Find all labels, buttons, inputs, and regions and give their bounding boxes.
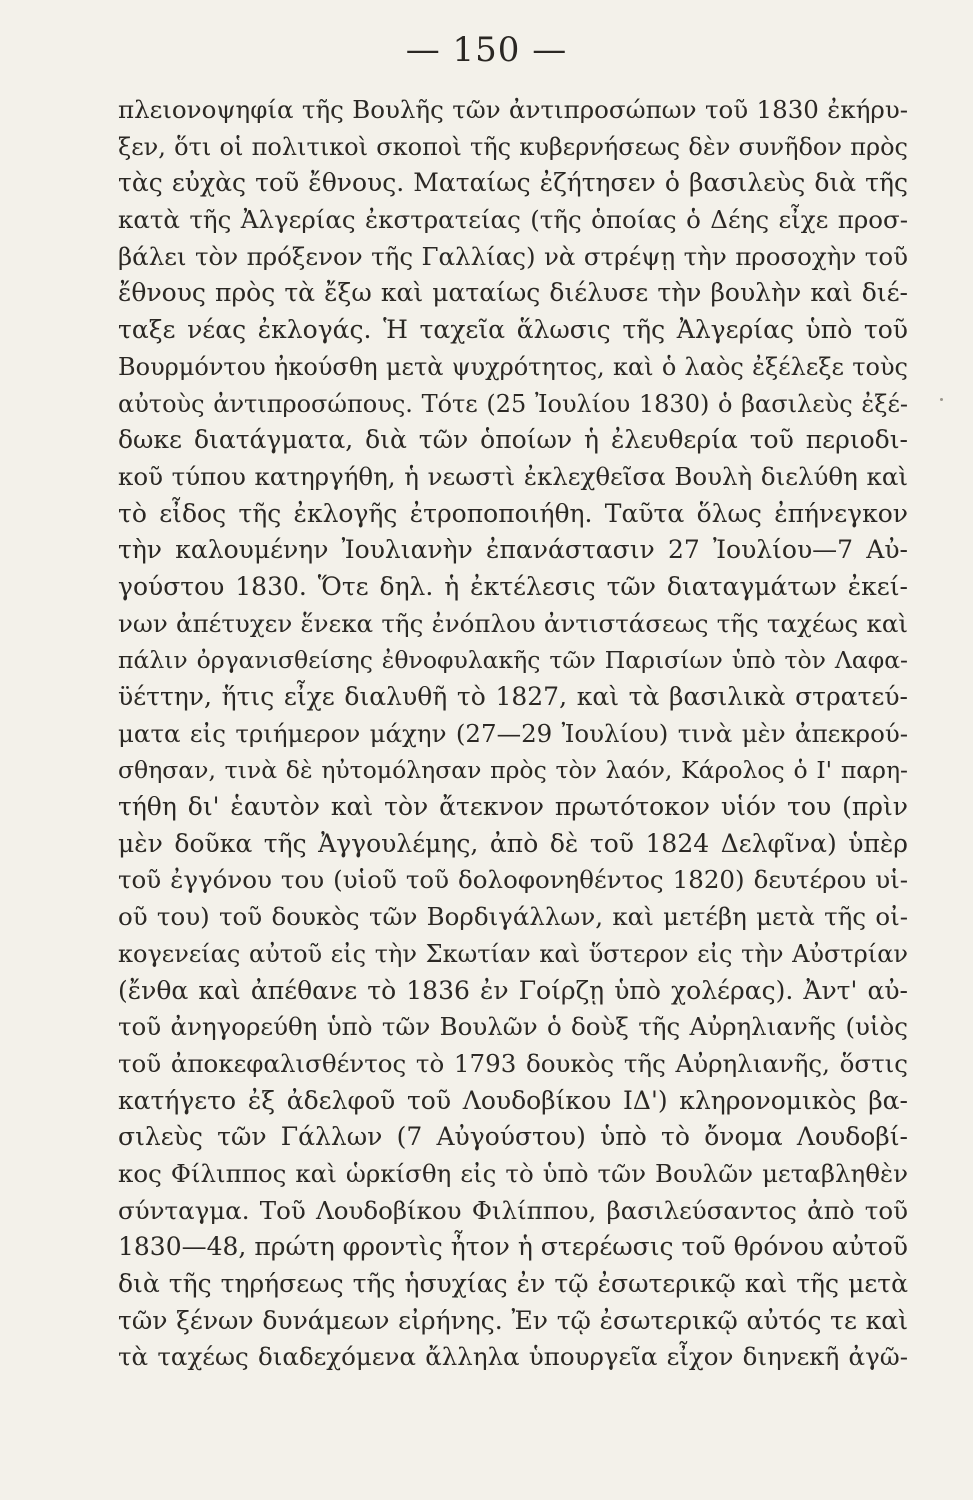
text-line: Βουρμόντου ἠκούσθη μετὰ ψυχρότητος, καὶ ὁ λαὸς ἐξέλεξε τοὺς xyxy=(118,352,908,381)
text-line: δωκε διατάγματα, διὰ τῶν ὁποίων ἡ ἐλευθερία τοῦ περιοδι- xyxy=(118,425,908,455)
text-line: διὰ τῆς τηρήσεως τῆς ἡσυχίας ἐν τῷ ἐσωτερικῷ καὶ τῆς μετὰ xyxy=(118,1269,908,1298)
text-line: οῦ του) τοῦ δουκὸς τῶν Βορδιγάλλων, καὶ μετέβη μετὰ τῆς οἰ- xyxy=(118,902,908,932)
text-line: τὰς εὐχὰς τοῦ ἔθνους. Ματαίως ἐζήτησεν ὁ βασιλεὺς διὰ τῆς xyxy=(118,168,908,198)
text-line: γούστου 1830. Ὅτε δηλ. ἡ ἐκτέλεσις τῶν διαταγμάτων ἐκεί- xyxy=(118,571,908,601)
text-line: τοῦ ἐγγόνου του (υἱοῦ τοῦ δολοφονηθέντος 1820) δευτέρου υἱ- xyxy=(118,865,908,895)
text-line: πλειονοψηφία τῆς Βουλῆς τῶν ἀντιπροσώπων τοῦ 1830 ἐκήρυ- xyxy=(118,95,908,124)
text-line: τοῦ ἀποκεφαλισθέντος τὸ 1793 δουκὸς τῆς Αὐρηλιανῆς, ὅστις xyxy=(118,1048,908,1078)
text-line: τὴν καλουμένην Ἰουλιανὴν ἐπανάστασιν 27 Ἰουλίου—7 Αὐ- xyxy=(118,535,908,565)
text-line: ἔθνους πρὸς τὰ ἔξω καὶ ματαίως διέλυσε τὴν βουλὴν καὶ διέ- xyxy=(118,278,908,308)
text-line: τήθη δι' ἑαυτὸν καὶ τὸν ἄτεκνον πρωτότοκον υἱόν του (πρὶν xyxy=(118,792,908,822)
body-text xyxy=(118,92,908,1376)
text-line: (ἔνθα καὶ ἀπέθανε τὸ 1836 ἐν Γοίρζῃ ὑπὸ χολέρας). Ἀντ' αὐ- xyxy=(118,975,908,1005)
text-line: τὰ ταχέως διαδεχόμενα ἄλληλα ὑπουργεῖα εἶχον διηνεκῆ ἀγῶ- xyxy=(118,1342,908,1372)
text-line: τὸ εἶδος τῆς ἐκλογῆς ἐτροποποιήθη. Ταῦτα ὅλως ἐπήνεγκον xyxy=(118,498,908,528)
text-line: ματα εἰς τριήμερον μάχην (27—29 Ἰουλίου) τινὰ μὲν ἀπεκρού- xyxy=(118,718,908,748)
paper-speck xyxy=(940,398,943,401)
text-line: μὲν δοῦκα τῆς Ἀγγουλέμης, ἀπὸ δὲ τοῦ 1824 Δελφῖνα) ὑπὲρ xyxy=(118,828,908,858)
text-line: τοῦ ἀνηγορεύθη ὑπὸ τῶν Βουλῶν ὁ δοὺξ τῆς Αὐρηλιανῆς (υἱὸς xyxy=(118,1012,908,1042)
text-line: 1830—48, πρώτη φροντὶς ἦτον ἡ στερέωσις τοῦ θρόνου αὐτοῦ xyxy=(118,1232,908,1262)
text-line: ταξε νέας ἐκλογάς. Ἡ ταχεῖα ἅλωσις τῆς Ἀλγερίας ὑπὸ τοῦ xyxy=(118,315,908,345)
text-line: κατὰ τῆς Ἀλγερίας ἐκστρατείας (τῆς ὁποίας ὁ Δέης εἶχε προσ- xyxy=(118,205,908,235)
text-line: πάλιν ὀργανισθείσης ἐθνοφυλακῆς τῶν Παρισίων ὑπὸ τὸν Λαφα- xyxy=(118,646,908,675)
text-line: αὐτοὺς ἀντιπροσώπους. Τότε (25 Ἰουλίου 1830) ὁ βασιλεὺς ἐξέ- xyxy=(118,389,908,418)
text-line: ϋέττην, ἥτις εἶχε διαλυθῆ τὸ 1827, καὶ τὰ βασιλικὰ στρατεύ- xyxy=(118,682,908,711)
text-line: ξεν, ὅτι οἱ πολιτικοὶ σκοποὶ τῆς κυβερνήσεως δὲν συνῆδον πρὸς xyxy=(118,132,908,161)
text-line: βάλει τὸν πρόξενον τῆς Γαλλίας) νὰ στρέψῃ τὴν προσοχὴν τοῦ xyxy=(118,241,908,271)
text-line: νων ἀπέτυχεν ἕνεκα τῆς ἐνόπλου ἀντιστάσεως τῆς ταχέως καὶ xyxy=(118,608,908,638)
page-number: — 150 — xyxy=(405,30,568,70)
text-line: τῶν ξένων δυνάμεων εἰρήνης. Ἐν τῷ ἐσωτερικῷ αὐτός τε καὶ xyxy=(118,1305,908,1335)
text-line: σύνταγμα. Τοῦ Λουδοβίκου Φιλίππου, βασιλεύσαντος ἀπὸ τοῦ xyxy=(118,1195,908,1225)
text-line: κατήγετο ἐξ ἀδελφοῦ τοῦ Λουδοβίκου ΙΔ') κληρονομικὸς βα- xyxy=(118,1085,908,1115)
text-line: σθησαν, τινὰ δὲ ηὐτομόλησαν πρὸς τὸν λαόν, Κάρολος ὁ Ι' παρη- xyxy=(118,756,908,785)
text-line: κος Φίλιππος καὶ ὡρκίσθη εἰς τὸ ὑπὸ τῶν Βουλῶν μεταβληθὲν xyxy=(118,1158,908,1188)
text-line: κοῦ τύπου κατηργήθη, ἡ νεωστὶ ἐκλεχθεῖσα Βουλὴ διελύθη καὶ xyxy=(118,461,908,491)
text-line: κογενείας αὐτοῦ εἰς τὴν Σκωτίαν καὶ ὕστερον εἰς τὴν Αὐστρίαν xyxy=(118,939,908,968)
text-line: σιλεὺς τῶν Γάλλων (7 Αὐγούστου) ὑπὸ τὸ ὄνομα Λουδοβί- xyxy=(118,1122,908,1152)
